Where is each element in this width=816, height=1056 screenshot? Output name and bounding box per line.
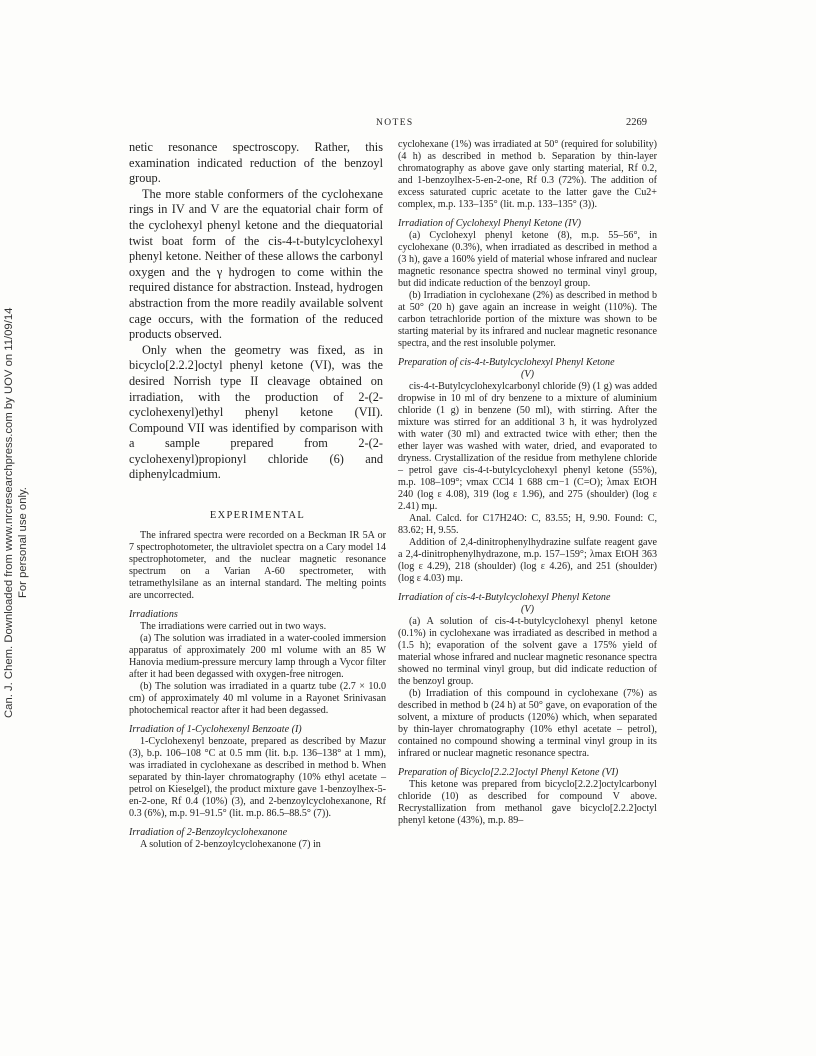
left-column-experimental xyxy=(129,506,386,851)
watermark-personal-use-line: For personal use only. xyxy=(17,487,29,598)
running-head: NOTES xyxy=(376,118,414,128)
paragraph: This ketone was prepared from bicyclo[2.2.2]octylcarbonyl chloride (10) as described for compound V above. Recrystallization from methanol gave bicyclo[2.2.2]octyl phenyl ketone (43%), m.p. 89– xyxy=(398,779,657,826)
paragraph: Anal. Calcd. for C17H24O: C, 83.55; H, 9.90. Found: C, 83.62; H, 9.55. xyxy=(398,513,657,536)
paragraph: (b) Irradiation in cyclohexane (2%) as described in method b at 50° (20 h) gave again an increase in weight (110%). The carbon tetrachloride portion of the mixture was shown to be starting material by its infrared and nuclear magnetic resonance spectra, and the rest insoluble polymer. xyxy=(398,290,657,349)
subsection-heading: Irradiation of 2-Benzoylcyclohexanone xyxy=(129,827,288,838)
paragraph: The more stable conformers of the cyclohexane rings in IV and V are the equatorial chair form of the cyclohexyl phenyl ketone and the diequatorial twist boat form of the cis-4-t-butylcyclohexyl phenyl ketone. Neither of these allows the carbonyl oxygen and the γ hydrogen to come within the required distance for abstraction. Instead, hydrogen abstraction from the more readily available solvent cage occurs, with the formation of the reduced products observed. xyxy=(129,186,383,342)
subsection-heading: Irradiation of cis-4-t-Butylcyclohexyl Phenyl Ketone xyxy=(398,592,611,603)
subsection-heading-compound: (V) xyxy=(521,369,534,380)
paragraph: cis-4-t-Butylcyclohexylcarbonyl chloride (9) (1 g) was added dropwise in 10 ml of dry benzene to a mixture of aluminium chloride (1 g) in benzene (50 ml), with stirring. After the mixture was stirred for an additional 3 h, it was hydrolyzed with water (30 ml) and extracted twice with ether; then the ether layer was washed with water, dried, and evaporated to dryness. Crystallization of the residue from methylene chloride – petrol gave cis-4-t-butylcyclohexyl phenyl ketone (55%), m.p. 108–109°; νmax CCl4 1 688 cm−1 (C=O); λmax EtOH 240 (log ε 4.08), 319 (log ε 1.96), and 275 (shoulder) (log ε 2.41) mμ. xyxy=(398,381,657,512)
download-watermark xyxy=(0,0,36,1056)
paragraph: (a) A solution of cis-4-t-butylcyclohexyl phenyl ketone (0.1%) in cyclohexane was irradiated as described in method a (1.5 h); evaporation of the solvent gave a 175% yield of material whose infrared and nuclear magnetic resonance spectra showed no terminal vinyl group, but did indicate reduction of the benzoyl group. xyxy=(398,616,657,687)
subsection-heading: Irradiation of 1-Cyclohexenyl Benzoate (I) xyxy=(129,724,302,735)
subsection-heading: Irradiations xyxy=(129,609,178,620)
watermark-source-line: Can. J. Chem. Downloaded from www.nrcresearchpress.com by UOV on 11/09/14 xyxy=(3,307,15,718)
subsection-heading-compound: (V) xyxy=(521,604,534,615)
paragraph: (b) The solution was irradiated in a quartz tube (2.7 × 10.0 cm) of approximately 40 ml volume in a Rayonet Srinivasan photochemical reactor after it had been degassed. xyxy=(129,681,386,716)
paragraph: The irradiations were carried out in two ways. xyxy=(140,621,327,632)
left-column-discussion xyxy=(129,140,383,483)
page-number: 2269 xyxy=(626,117,647,128)
right-column-experimental xyxy=(398,139,657,827)
section-title: EXPERIMENTAL xyxy=(209,510,306,521)
paragraph: A solution of 2-benzoylcyclohexanone (7) in xyxy=(140,839,321,850)
subsection-heading: Preparation of Bicyclo[2.2.2]octyl Phenyl Ketone (VI) xyxy=(398,767,619,778)
paragraph: cyclohexane (1%) was irradiated at 50° (required for solubility) (4 h) as described in method b. Separation by thin-layer chromatography as above gave only starting material, Rf 0.2, and 1-benzoylhex-5-en-2-one, Rf 0.3 (72%). The addition of excess saturated cupric acetate to the latter gave the Cu2+ complex, m.p. 133–135° (lit. m.p. 133–135° (3)). xyxy=(398,139,657,210)
paragraph: The infrared spectra were recorded on a Beckman IR 5A or 7 spectrophotometer, the ultraviolet spectra on a Cary model 14 spectrophotometer, and the nuclear magnetic resonance spectrum on a Varian A-60 spectrometer, with tetramethylsilane as an internal standard. The melting points are uncorrected. xyxy=(129,530,386,601)
paragraph: Addition of 2,4-dinitrophenylhydrazine sulfate reagent gave a 2,4-dinitrophenylhydrazone, m.p. 157–159°; λmax EtOH 363 (log ε 4.29), 218 (shoulder) (log ε 4.26), and 251 (shoulder) (log ε 4.03) mμ. xyxy=(398,537,657,584)
paragraph: (a) Cyclohexyl phenyl ketone (8), m.p. 55–56°, in cyclohexane (0.3%), when irradiated as described in method a (3 h), gave a 160% yield of material whose infrared and nuclear magnetic resonance spectra showed no terminal vinyl group, but did indicate reduction of the benzoyl group. xyxy=(398,230,657,289)
paragraph: 1-Cyclohexenyl benzoate, prepared as described by Mazur (3), b.p. 106–108 °C at 0.5 mm (lit. b.p. 136–138° at 1 mm), was irradiated in cyclohexane as described in method b. When separated by thin-layer chromatography (10% ethyl acetate – petrol on Kieselgel), the product mixture gave 1-benzoylhex-5-en-2-one, Rf 0.4 (10%) (3), and 2-benzoylcyclohexanone, Rf 0.3 (6%), m.p. 91–91.5° (lit. m.p. 86.5–88.5° (7)). xyxy=(129,736,386,819)
subsection-heading: Preparation of cis-4-t-Butylcyclohexyl Phenyl Ketone xyxy=(398,357,615,368)
paragraph: netic resonance spectroscopy. Rather, this examination indicated reduction of the benzoyl group. xyxy=(129,140,383,186)
paragraph: (b) Irradiation of this compound in cyclohexane (7%) as described in method b (24 h) at 50° gave, on evaporation of the solvent, a mixture of products (120%) which, when separated by thin-layer chromatography (10% ethyl acetate – petrol), contained no compound showing a terminal vinyl group in its infrared or nuclear magnetic resonance spectra. xyxy=(398,688,657,759)
subsection-heading: Irradiation of Cyclohexyl Phenyl Ketone (IV) xyxy=(398,218,582,229)
paragraph: Only when the geometry was fixed, as in bicyclo[2.2.2]octyl phenyl ketone (VI), was the desired Norrish type II cleavage obtained on irradiation, with the production of 2-(2-cyclohexenyl)ethyl phenyl ketone (VII). Compound VII was identified by comparison with a sample prepared from 2-(2-cyclohexenyl)propionyl chloride (6) and diphenylcadmium. xyxy=(129,342,383,482)
paragraph: (a) The solution was irradiated in a water-cooled immersion apparatus of approximately 200 ml volume with an 85 W Hanovia medium-pressure mercury lamp through a Vycor filter after it had been degassed with oxygen-free nitrogen. xyxy=(129,633,386,680)
